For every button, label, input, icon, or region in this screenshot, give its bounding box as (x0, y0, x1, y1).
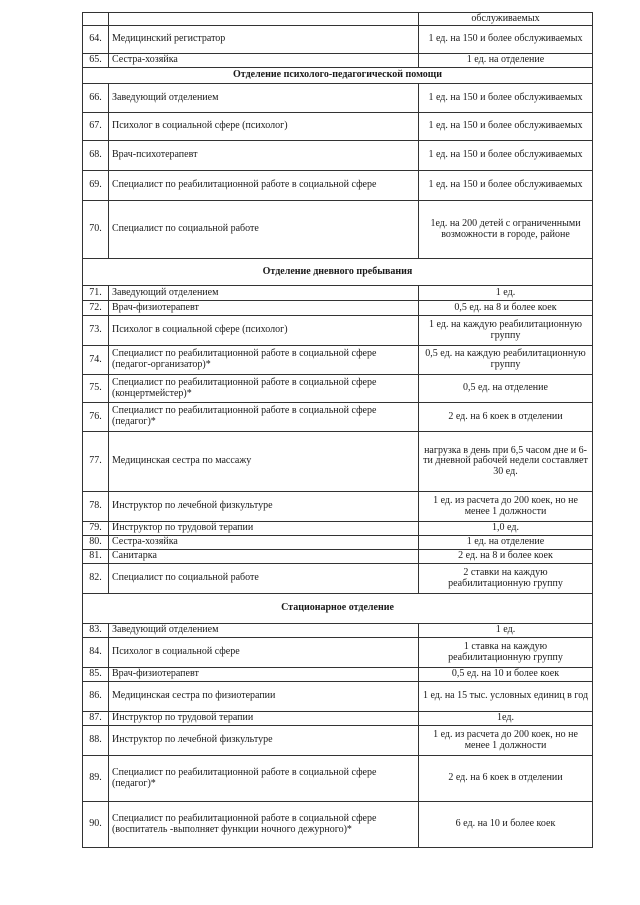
table-row (83, 26, 593, 54)
position-name: Санитарка (109, 550, 419, 564)
table-row (83, 13, 593, 26)
position-name: Заведующий отделением (109, 624, 419, 638)
table-row (83, 638, 593, 668)
staffing-norm: 1ед. на 200 детей с ограниченными возможности в городе, районе (419, 201, 593, 259)
table-row (83, 522, 593, 536)
staffing-norm: 0,5 ед. на каждую реабилитационную группу (419, 346, 593, 375)
staffing-table-body (83, 13, 593, 848)
position-name: Специалист по реабилитационной работе в социальной сфере (педагог)* (109, 756, 419, 802)
table-row (83, 756, 593, 802)
staffing-norm: 1 ставка на каждую реабилитационную группу (419, 638, 593, 668)
staffing-norm: 0,5 ед. на 10 и более коек (419, 668, 593, 682)
table-row (83, 550, 593, 564)
position-name: Медицинская сестра по физиотерапии (109, 682, 419, 712)
table-row (83, 375, 593, 403)
staffing-norm: 1 ед. (419, 286, 593, 301)
table-row (83, 536, 593, 550)
position-name: Сестра-хозяйка (109, 54, 419, 68)
staffing-norm: 1 ед. на 150 и более обслуживаемых (419, 84, 593, 113)
table-row (83, 726, 593, 756)
row-number: 74. (83, 346, 109, 375)
position-name: Врач-физиотерапевт (109, 668, 419, 682)
section-header-row (83, 68, 593, 84)
table-row (83, 492, 593, 522)
section-title: Стационарное отделение (83, 594, 593, 624)
staffing-norm: обслуживаемых (419, 13, 593, 26)
position-name: Инструктор по лечебной физкультуре (109, 726, 419, 756)
staffing-norm: 6 ед. на 10 и более коек (419, 802, 593, 848)
staffing-norm: 1 ед. на каждую реабилитационную группу (419, 316, 593, 346)
table-row (83, 668, 593, 682)
table-row (83, 201, 593, 259)
row-number: 73. (83, 316, 109, 346)
table-row (83, 802, 593, 848)
staffing-norm: 1 ед. (419, 624, 593, 638)
position-name: Инструктор по трудовой терапии (109, 522, 419, 536)
row-number: 67. (83, 113, 109, 141)
row-number: 84. (83, 638, 109, 668)
row-number: 81. (83, 550, 109, 564)
staffing-norm: 1 ед. из расчета до 200 коек, но не менее 1 должности (419, 492, 593, 522)
table-row (83, 54, 593, 68)
staffing-norm: 1 ед. на 150 и более обслуживаемых (419, 26, 593, 54)
row-number: 66. (83, 84, 109, 113)
table-row (83, 286, 593, 301)
table-row (83, 403, 593, 432)
staffing-norm: 1 ед. на 15 тыс. условных единиц в год (419, 682, 593, 712)
row-number: 79. (83, 522, 109, 536)
position-name: Медицинский регистратор (109, 26, 419, 54)
position-name: Специалист по реабилитационной работе в социальной сфере (педагог-организатор)* (109, 346, 419, 375)
position-name: Врач-психотерапевт (109, 141, 419, 171)
staffing-norm: 0,5 ед. на 8 и более коек (419, 301, 593, 316)
position-name: Специалист по реабилитационной работе в социальной сфере (воспитатель -выполняет функции ночного дежурного)* (109, 802, 419, 848)
section-header-row (83, 259, 593, 286)
table-row (83, 712, 593, 726)
staffing-norm: 1 ед. на 150 и более обслуживаемых (419, 141, 593, 171)
position-name: Сестра-хозяйка (109, 536, 419, 550)
position-name: Специалист по социальной работе (109, 564, 419, 594)
staffing-norm: 1 ед. из расчета до 200 коек, но не менее 1 должности (419, 726, 593, 756)
position-name: Врач-физиотерапевт (109, 301, 419, 316)
table-row (83, 84, 593, 113)
row-number: 71. (83, 286, 109, 301)
staffing-norm: 1 ед. на 150 и более обслуживаемых (419, 171, 593, 201)
staffing-norm: 0,5 ед. на отделение (419, 375, 593, 403)
position-name: Заведующий отделением (109, 84, 419, 113)
row-number: 80. (83, 536, 109, 550)
staffing-norm: 1 ед. на отделение (419, 54, 593, 68)
position-name: Специалист по реабилитационной работе в социальной сфере (педагог)* (109, 403, 419, 432)
row-number: 86. (83, 682, 109, 712)
row-number: 76. (83, 403, 109, 432)
row-number: 68. (83, 141, 109, 171)
staffing-norm: нагрузка в день при 6,5 часом дне и 6-ти дневной рабочей недели составляет 30 ед. (419, 432, 593, 492)
position-name: Психолог в социальной сфере (психолог) (109, 113, 419, 141)
row-number: 65. (83, 54, 109, 68)
row-number (83, 13, 109, 26)
table-row (83, 171, 593, 201)
row-number: 77. (83, 432, 109, 492)
table-row (83, 564, 593, 594)
row-number: 87. (83, 712, 109, 726)
row-number: 72. (83, 301, 109, 316)
row-number: 78. (83, 492, 109, 522)
staffing-norm: 1 ед. на 150 и более обслуживаемых (419, 113, 593, 141)
row-number: 85. (83, 668, 109, 682)
table-row (83, 301, 593, 316)
staffing-norm: 1 ед. на отделение (419, 536, 593, 550)
section-title: Отделение дневного пребывания (83, 259, 593, 286)
staffing-norm: 2 ставки на каждую реабилитационную группу (419, 564, 593, 594)
staffing-norm: 1,0 ед. (419, 522, 593, 536)
table-row (83, 432, 593, 492)
row-number: 70. (83, 201, 109, 259)
position-name: Заведующий отделением (109, 286, 419, 301)
row-number: 64. (83, 26, 109, 54)
position-name: Инструктор по лечебной физкультуре (109, 492, 419, 522)
table-row (83, 682, 593, 712)
staffing-norm: 2 ед. на 6 коек в отделении (419, 403, 593, 432)
row-number: 82. (83, 564, 109, 594)
position-name: Специалист по реабилитационной работе в социальной сфере (концертмейстер)* (109, 375, 419, 403)
position-name: Инструктор по трудовой терапии (109, 712, 419, 726)
row-number: 90. (83, 802, 109, 848)
row-number: 69. (83, 171, 109, 201)
table-row (83, 141, 593, 171)
table-row (83, 316, 593, 346)
staffing-norm: 1ед. (419, 712, 593, 726)
position-name (109, 13, 419, 26)
table-row (83, 113, 593, 141)
row-number: 83. (83, 624, 109, 638)
section-title: Отделение психолого-педагогической помощи (83, 68, 593, 84)
table-row (83, 346, 593, 375)
position-name: Специалист по социальной работе (109, 201, 419, 259)
position-name: Медицинская сестра по массажу (109, 432, 419, 492)
position-name: Специалист по реабилитационной работе в социальной сфере (109, 171, 419, 201)
position-name: Психолог в социальной сфере (психолог) (109, 316, 419, 346)
row-number: 88. (83, 726, 109, 756)
section-header-row (83, 594, 593, 624)
row-number: 89. (83, 756, 109, 802)
row-number: 75. (83, 375, 109, 403)
staffing-norm: 2 ед. на 6 коек в отделении (419, 756, 593, 802)
position-name: Психолог в социальной сфере (109, 638, 419, 668)
staffing-table (82, 12, 593, 848)
table-row (83, 624, 593, 638)
staffing-norm: 2 ед. на 8 и более коек (419, 550, 593, 564)
